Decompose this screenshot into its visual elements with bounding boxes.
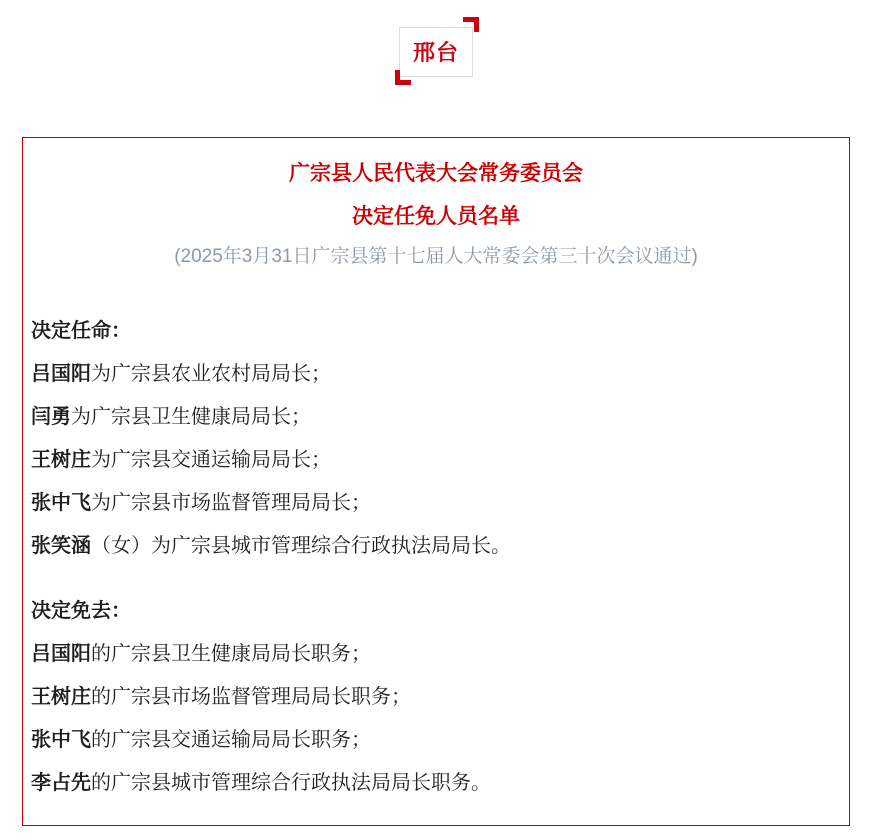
line-text: 的广宗县交通运输局局长职务； [91,729,371,751]
line-text: （女）为广宗县城市管理综合行政执法局局长。 [91,535,511,557]
doc-title-line2: 决定任免人员名单 [352,205,520,228]
logo-text: 邢台 [412,40,459,65]
logo-area [0,0,872,77]
doc-body [31,310,841,805]
appointment-line [31,439,841,482]
line-text: 为广宗县卫生健康局局长； [71,406,311,428]
line-text: 的广宗县卫生健康局局长职务； [91,643,371,665]
appointment-line [31,482,841,525]
line-text: 的广宗县市场监督管理局局长职务； [91,686,411,708]
appointment-line [31,353,841,396]
person-name: 闫勇 [31,406,71,428]
person-name: 王树庄 [31,449,91,471]
appointment-line [31,396,841,439]
site-logo[interactable] [399,27,473,77]
person-name: 王树庄 [31,686,91,708]
logo-corner-bottom-left-icon [395,70,411,85]
doc-title-line1: 广宗县人民代表大会常务委员会 [289,162,583,185]
person-name: 张中飞 [31,492,91,514]
line-text: 为广宗县市场监督管理局局长； [91,492,371,514]
person-name: 李占先 [31,772,91,794]
line-text: 的广宗县城市管理综合行政执法局局长职务。 [91,772,491,794]
removal-line [31,676,841,719]
line-text: 为广宗县农业农村局局长； [91,363,331,385]
logo-corner-top-right-icon [463,17,479,32]
person-name: 张笑涵 [31,535,91,557]
person-name: 吕国阳 [31,643,91,665]
person-name: 张中飞 [31,729,91,751]
section-heading-appointments: 决定任命： [31,320,131,342]
appointment-line [31,525,841,568]
doc-subtitle: (2025年3月31日广宗县第十七届人大常委会第三十次会议通过) [174,246,698,267]
section-heading-removals: 决定免去： [31,600,131,622]
person-name: 吕国阳 [31,363,91,385]
removal-line [31,633,841,676]
removal-line [31,762,841,805]
removal-line [31,719,841,762]
document-box [22,137,850,826]
line-text: 为广宗县交通运输局局长； [91,449,331,471]
